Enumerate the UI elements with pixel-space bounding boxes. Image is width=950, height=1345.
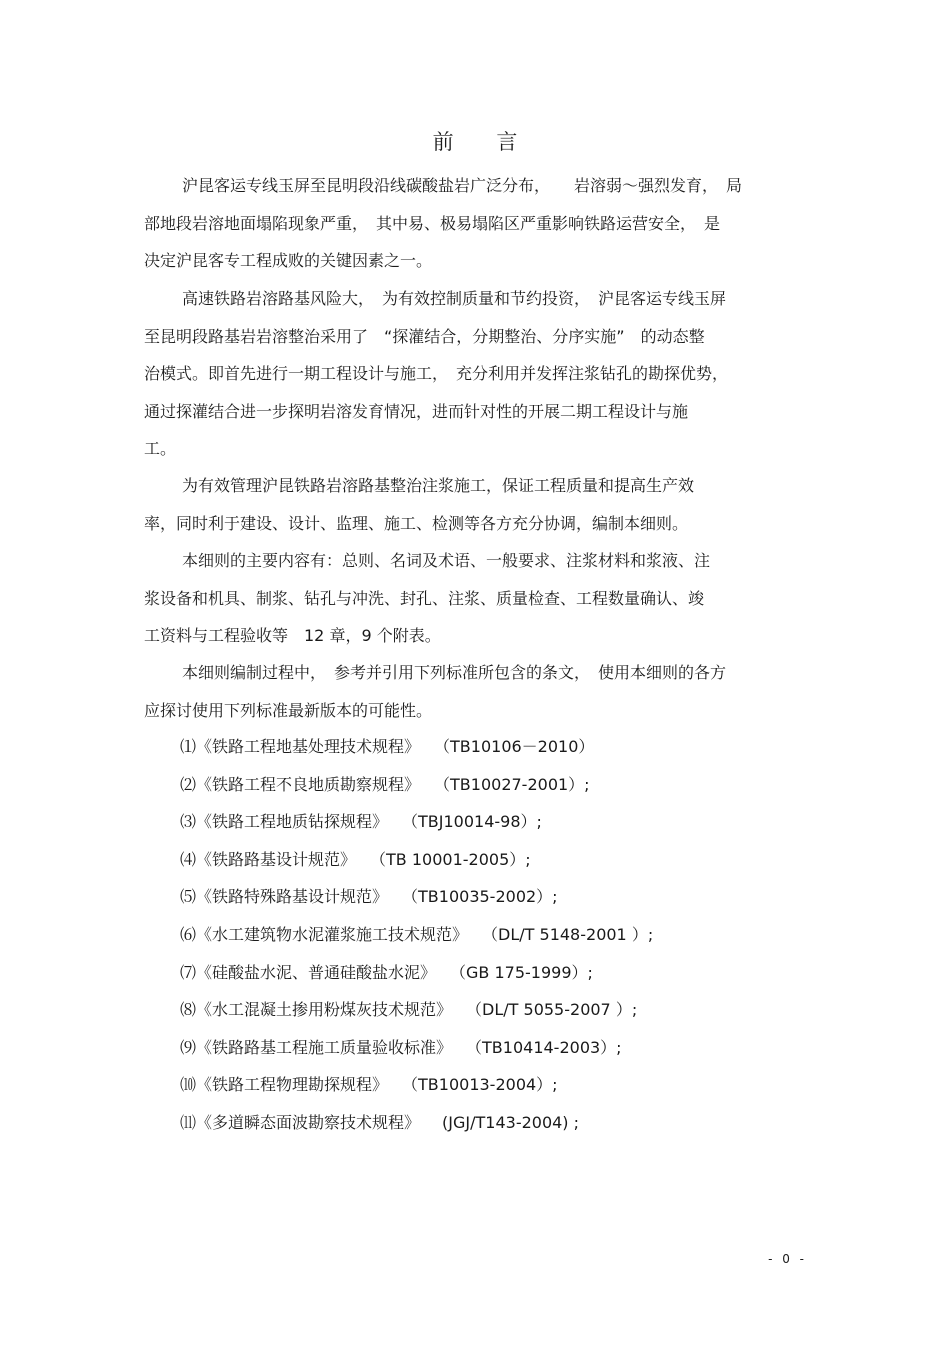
paragraph-line: 率，同时利于建设、设计、监理、施工、检测等各方充分协调，编制本细则。	[144, 513, 689, 533]
paragraph-line: 工。	[144, 439, 177, 458]
reference-item	[180, 916, 820, 954]
reference-item	[180, 878, 820, 916]
reference-code: （DL/T 5055-2007 ）;	[474, 1000, 638, 1020]
reference-code: （TB10035-2002）;	[410, 887, 558, 907]
reference-title: 《多道瞬态面波勘察技术规程》	[196, 1112, 421, 1132]
paragraph-line: 治模式。即首先进行一期工程设计与施工， 充分利用并发挥注浆钻孔的勘探优势，	[144, 364, 729, 383]
reference-item	[180, 841, 820, 879]
paragraph-4	[144, 542, 812, 655]
paragraph-line: 至昆明段路基岩岩溶整治采用了 “探灌结合，分期整治、分序实施” 的动态整	[144, 326, 705, 346]
reference-number: ⑴	[180, 737, 197, 756]
reference-number: ⑷	[180, 849, 197, 869]
reference-title: 《水工建筑物水泥灌浆施工技术规范》	[196, 924, 469, 944]
reference-item	[180, 991, 820, 1029]
reference-number: ⑾	[180, 1112, 197, 1132]
reference-number: ⑹	[180, 924, 197, 944]
paragraph-3	[144, 467, 812, 542]
reference-number: ⑻	[180, 1000, 197, 1020]
paragraph-line: 本细则编制过程中， 参考并引用下列标准所包含的条文， 使用本细则的各方	[182, 663, 727, 682]
reference-item	[180, 954, 820, 992]
reference-item	[180, 1104, 820, 1142]
paragraph-line: 本细则的主要内容有：总则、名词及术语、一般要求、注浆材料和浆液、注	[182, 551, 711, 570]
reference-code: (JGJ/T143-2004) ;	[442, 1112, 580, 1132]
paragraph-line: 应探讨使用下列标准最新版本的可能性。	[144, 700, 433, 720]
reference-title: 《铁路路基工程施工质量验收标准》	[196, 1037, 453, 1057]
reference-title: 《铁路工程地基处理技术规程》	[196, 737, 421, 756]
paragraph-line: 部地段岩溶地面塌陷现象严重， 其中易、极易塌陷区严重影响铁路运营安全， 是	[144, 213, 721, 233]
reference-item	[180, 1066, 820, 1104]
reference-code: （TB 10001-2005）;	[378, 849, 531, 869]
reference-title: 《水工混凝土掺用粉煤灰技术规范》	[196, 1000, 453, 1020]
reference-item	[180, 1029, 820, 1067]
reference-title: 《硅酸盐水泥、普通硅酸盐水泥》	[196, 962, 437, 982]
reference-title: 《铁路特殊路基设计规范》	[196, 887, 389, 907]
paragraph-line: 通过探灌结合进一步探明岩溶发育情况，进而针对性的开展二期工程设计与施	[144, 401, 689, 421]
paragraph-5	[144, 654, 812, 729]
reference-code: （TBJ10014-98）;	[410, 812, 542, 832]
paragraph-line: 工资料与工程验收等 12 章，9 个附表。	[144, 626, 441, 645]
reference-title: 《铁路工程不良地质勘察规程》	[196, 774, 421, 794]
page-number: - 0 -	[768, 1252, 807, 1266]
paragraph-line: 沪昆客运专线玉屏至昆明段沿线碳酸盐岩广泛分布， 岩溶弱～强烈发育， 局	[182, 176, 743, 195]
reference-title: 《铁路工程地质钻探规程》	[196, 812, 389, 832]
paragraph-line: 决定沪昆客专工程成败的关键因素之一。	[144, 251, 433, 270]
reference-number: ⑽	[180, 1075, 197, 1095]
reference-code: （TB10013-2004）;	[410, 1075, 558, 1095]
reference-title: 《铁路工程物理勘探规程》	[196, 1075, 389, 1095]
paragraph-1	[144, 167, 812, 280]
reference-code: （DL/T 5148-2001 ）;	[490, 924, 654, 944]
reference-number: ⑸	[180, 887, 197, 907]
reference-code: （TB10414-2003）;	[474, 1037, 622, 1057]
reference-item	[180, 728, 820, 766]
reference-number: ⑺	[180, 962, 197, 982]
paragraph-2	[144, 280, 812, 468]
reference-list	[180, 728, 820, 1142]
reference-number: ⑵	[180, 774, 197, 794]
paragraph-line: 为有效管理沪昆铁路岩溶路基整治注浆施工，保证工程质量和提高生产效	[182, 476, 695, 495]
reference-item	[180, 766, 820, 804]
reference-code: （TB10027-2001）;	[442, 774, 590, 794]
reference-number: ⑶	[180, 812, 197, 832]
reference-title: 《铁路路基设计规范》	[196, 849, 357, 869]
reference-code: （TB10106－2010）	[442, 737, 595, 756]
page-title: 前 言	[432, 130, 536, 154]
paragraph-line: 浆设备和机具、制浆、钻孔与冲洗、封孔、注浆、质量检查、工程数量确认、竣	[144, 588, 705, 608]
paragraph-line: 高速铁路岩溶路基风险大， 为有效控制质量和节约投资， 沪昆客运专线玉屏	[182, 289, 727, 308]
reference-code: （GB 175-1999）;	[458, 962, 593, 982]
reference-number: ⑼	[180, 1037, 197, 1057]
reference-item	[180, 803, 820, 841]
